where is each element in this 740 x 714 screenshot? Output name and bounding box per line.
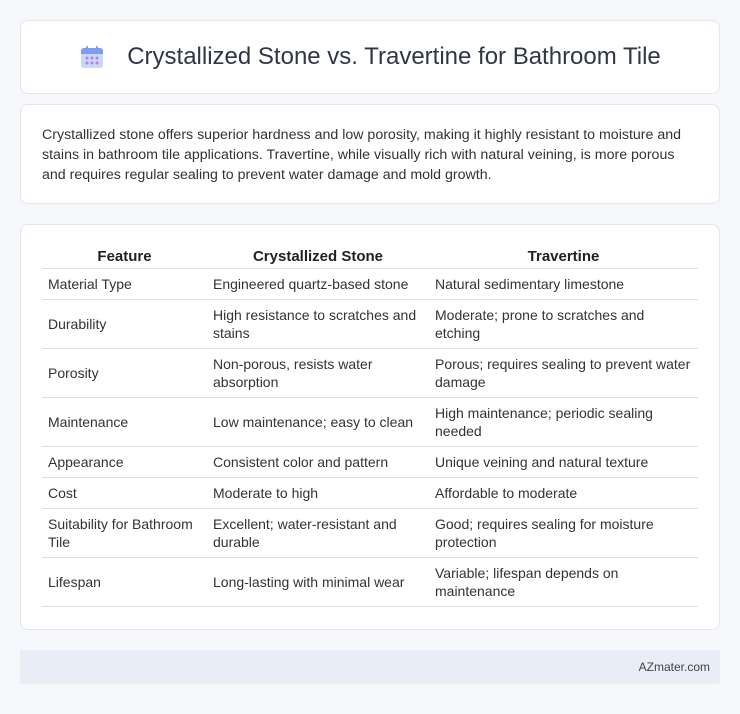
comparison-table-card bbox=[20, 224, 720, 630]
comparison-table bbox=[42, 245, 698, 607]
table-row bbox=[42, 269, 698, 300]
travertine-cell: High maintenance; periodic sealing needed bbox=[429, 398, 698, 447]
calendar-icon bbox=[79, 44, 105, 70]
table-row bbox=[42, 558, 698, 607]
footer bbox=[20, 650, 720, 684]
table-row bbox=[42, 398, 698, 447]
crystallized-cell: Low maintenance; easy to clean bbox=[207, 398, 429, 447]
header-feature: Feature bbox=[42, 245, 207, 269]
travertine-cell: Moderate; prone to scratches and etching bbox=[429, 300, 698, 349]
feature-cell: Appearance bbox=[42, 447, 207, 478]
feature-cell: Lifespan bbox=[42, 558, 207, 607]
crystallized-cell: High resistance to scratches and stains bbox=[207, 300, 429, 349]
page-title: Crystallized Stone vs. Travertine for Bathroom Tile bbox=[127, 43, 661, 70]
feature-cell: Suitability for Bathroom Tile bbox=[42, 509, 207, 558]
table-header-row bbox=[42, 245, 698, 269]
travertine-cell: Good; requires sealing for moisture protection bbox=[429, 509, 698, 558]
summary-text: Crystallized stone offers superior hardness and low porosity, making it highly resistant to moisture and stains in bathroom tile applications. Travertine, while visually rich with natural veining, is more porous and requires regular sealing to prevent water damage and mold growth. bbox=[42, 127, 682, 183]
table-row bbox=[42, 447, 698, 478]
summary-card bbox=[20, 104, 720, 204]
table-row bbox=[42, 349, 698, 398]
crystallized-cell: Non-porous, resists water absorption bbox=[207, 349, 429, 398]
travertine-cell: Porous; requires sealing to prevent water damage bbox=[429, 349, 698, 398]
feature-cell: Cost bbox=[42, 478, 207, 509]
travertine-cell: Affordable to moderate bbox=[429, 478, 698, 509]
crystallized-cell: Long-lasting with minimal wear bbox=[207, 558, 429, 607]
feature-cell: Maintenance bbox=[42, 398, 207, 447]
title-card bbox=[20, 20, 720, 94]
table-row bbox=[42, 478, 698, 509]
table-row bbox=[42, 509, 698, 558]
feature-cell: Material Type bbox=[42, 269, 207, 300]
table-row bbox=[42, 300, 698, 349]
travertine-cell: Unique veining and natural texture bbox=[429, 447, 698, 478]
crystallized-cell: Engineered quartz-based stone bbox=[207, 269, 429, 300]
footer-brand[interactable]: AZmater.com bbox=[638, 660, 710, 674]
travertine-cell: Variable; lifespan depends on maintenance bbox=[429, 558, 698, 607]
feature-cell: Porosity bbox=[42, 349, 207, 398]
header-travertine: Travertine bbox=[429, 245, 698, 269]
crystallized-cell: Excellent; water-resistant and durable bbox=[207, 509, 429, 558]
feature-cell: Durability bbox=[42, 300, 207, 349]
header-crystallized-stone: Crystallized Stone bbox=[207, 245, 429, 269]
crystallized-cell: Moderate to high bbox=[207, 478, 429, 509]
travertine-cell: Natural sedimentary limestone bbox=[429, 269, 698, 300]
crystallized-cell: Consistent color and pattern bbox=[207, 447, 429, 478]
